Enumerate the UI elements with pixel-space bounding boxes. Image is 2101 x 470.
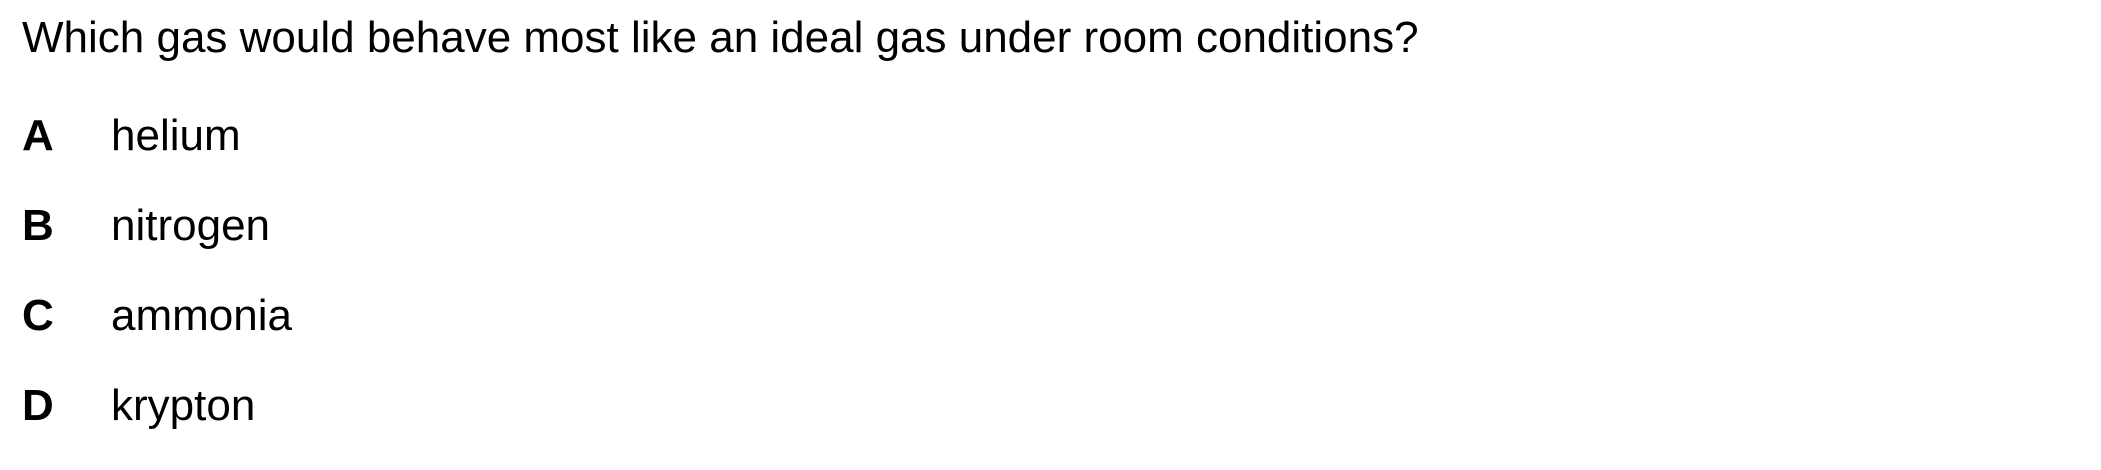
answer-option-a [22,110,292,200]
option-letter: C [22,291,54,340]
option-letter: B [22,201,54,250]
option-letter: A [22,111,54,160]
option-text: krypton [111,381,256,430]
answer-option-b [22,200,292,290]
option-text: ammonia [111,291,292,340]
option-text: helium [111,111,241,160]
answer-option-c [22,290,292,380]
question-text: Which gas would behave most like an ideal gas under room conditions? [22,13,1419,62]
answer-options-list [22,110,292,470]
option-letter: D [22,381,54,430]
option-text: nitrogen [111,201,271,250]
